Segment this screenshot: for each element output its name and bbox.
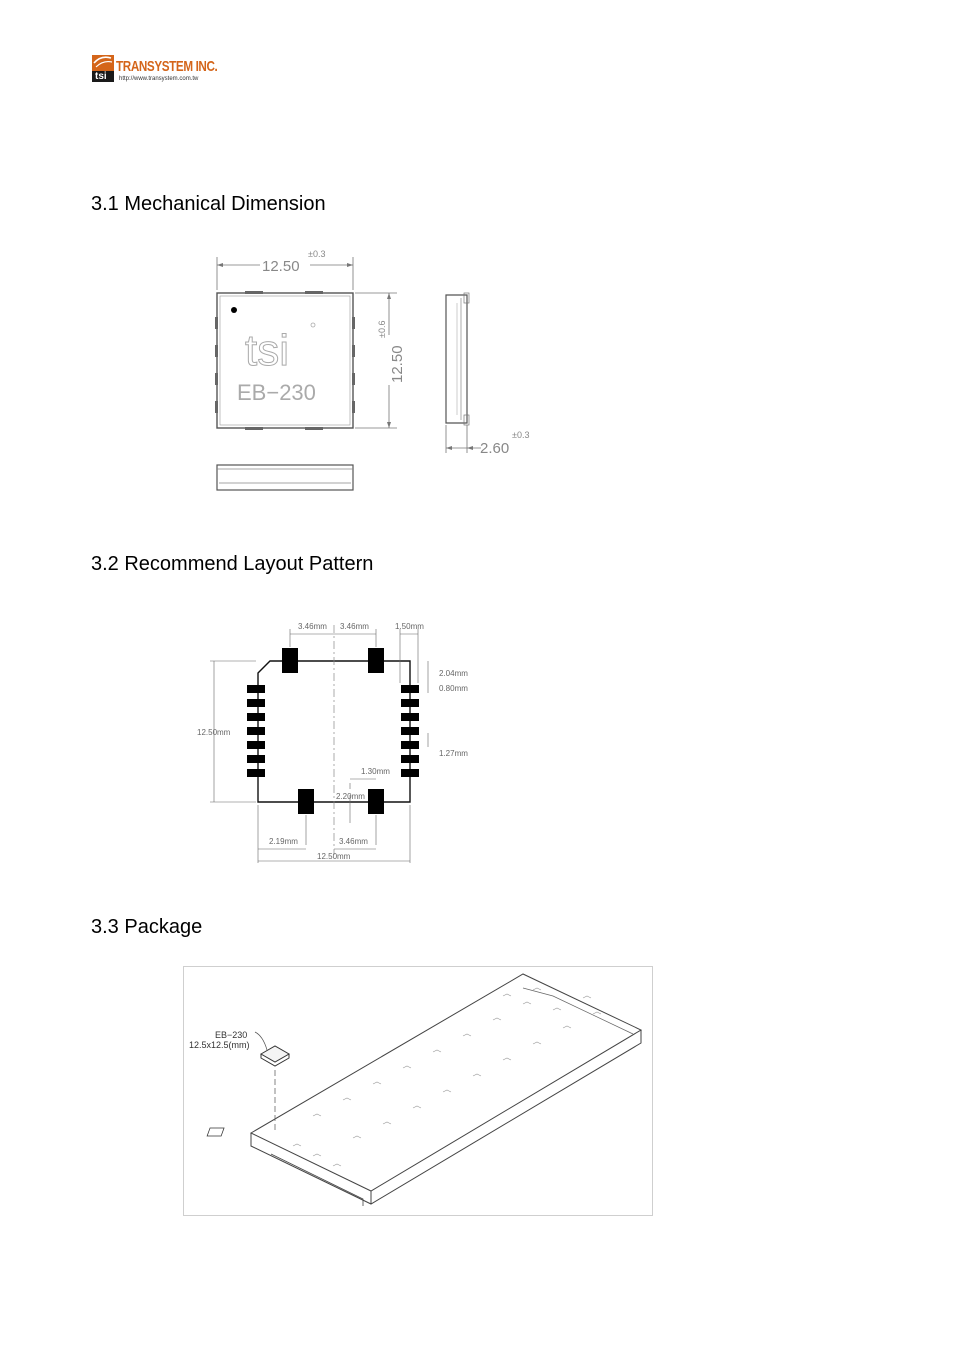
package-chip-model: EB−230	[215, 1030, 248, 1040]
dim-pad-pitch: 1.27mm	[439, 749, 468, 758]
section-heading-layout: 3.2 Recommend Layout Pattern	[91, 553, 374, 575]
pad	[368, 648, 384, 673]
dim-width: 12.50mm	[317, 852, 351, 861]
package-drawing	[183, 966, 654, 1217]
mechanical-drawing	[205, 245, 545, 500]
section-heading-package: 3.3 Package	[91, 916, 203, 938]
dim-pad-width: 0.80mm	[439, 684, 468, 693]
dim-pitch-top-left: 3.46mm	[298, 622, 327, 631]
pin1-marker	[231, 307, 237, 313]
company-url: http://www.transystem.com.tw	[119, 76, 199, 82]
dim-height: 12.50mm	[197, 728, 231, 737]
dim-pad-gap: 1.30mm	[361, 767, 390, 776]
logo-mark-text: tsi	[95, 71, 107, 82]
company-name: TRANSYSTEM INC.	[116, 58, 218, 75]
chip-brand: tsi	[245, 326, 289, 375]
package-chip-size: 12.5x12.5(mm)	[189, 1040, 250, 1050]
dim-pitch-top-right: 3.46mm	[340, 622, 369, 631]
height-dimension: 12.50	[389, 345, 406, 383]
dim-bottom-left: 2.19mm	[269, 837, 298, 846]
dim-bottom-pitch: 3.46mm	[339, 837, 368, 846]
layout-pattern-drawing	[190, 615, 490, 870]
chip-model: EB−230	[237, 380, 316, 405]
pad	[282, 648, 298, 673]
width-tolerance: ±0.3	[308, 249, 326, 259]
dim-pad-edge: 1.50mm	[395, 622, 424, 631]
height-tolerance: ±0.6	[377, 320, 387, 338]
dim-pad-top-offset: 2.04mm	[439, 669, 468, 678]
dim-pad-len: 2.20mm	[336, 792, 365, 801]
pad	[368, 789, 384, 814]
thickness-dimension: 2.60	[480, 440, 510, 457]
pad	[298, 789, 314, 814]
thickness-tolerance: ±0.3	[512, 430, 530, 440]
section-heading-mechanical: 3.1 Mechanical Dimension	[91, 193, 326, 215]
width-dimension: 12.50	[262, 258, 300, 275]
